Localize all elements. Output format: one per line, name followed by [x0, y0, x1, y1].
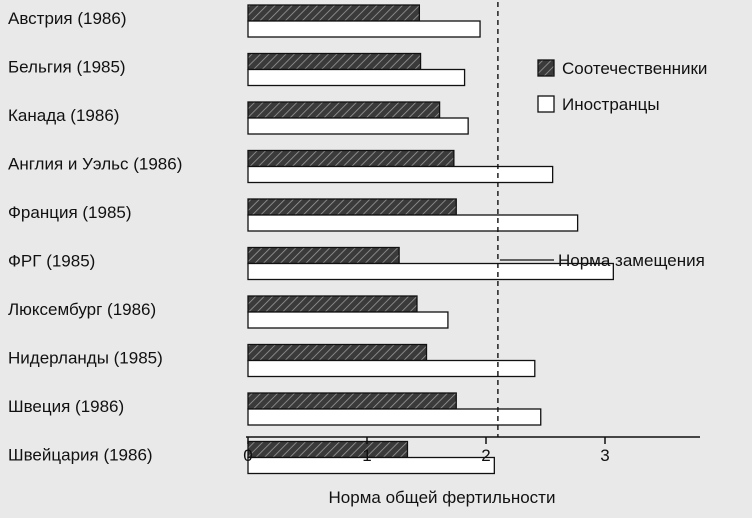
bar-compatriots	[248, 248, 399, 264]
x-tick-label: 1	[362, 446, 372, 465]
legend-label-compatriots: Соотечественники	[562, 59, 708, 78]
x-tick-label: 3	[600, 446, 610, 465]
legend-label-foreigners: Иностранцы	[562, 95, 660, 114]
legend-swatch-compatriots	[538, 60, 554, 76]
category-labels	[8, 9, 182, 465]
category-label: Канада (1986)	[8, 106, 120, 125]
legend	[538, 59, 707, 114]
x-tick-label: 0	[243, 446, 253, 465]
bar-compatriots	[248, 345, 427, 361]
x-axis-title: Норма общей фертильности	[328, 488, 556, 507]
legend-swatch-foreigners	[538, 96, 554, 112]
category-label: Швейцария (1986)	[8, 445, 153, 465]
category-label: Нидерланды (1985)	[8, 348, 163, 368]
bar-foreigners	[248, 167, 553, 183]
bar-foreigners	[248, 118, 468, 134]
bar-foreigners	[248, 312, 448, 328]
bar-foreigners	[248, 70, 465, 86]
bar-compatriots	[248, 442, 407, 458]
bar-compatriots	[248, 296, 417, 312]
x-tick-label: 2	[481, 446, 491, 465]
bar-compatriots	[248, 151, 454, 167]
bar-compatriots	[248, 5, 419, 21]
category-label: Бельгия (1985)	[8, 57, 126, 77]
bar-compatriots	[248, 54, 421, 70]
bars-layer	[248, 5, 613, 474]
bar-compatriots	[248, 102, 440, 118]
replacement-rate-label: Норма замещения	[558, 251, 705, 270]
bar-foreigners	[248, 361, 535, 377]
category-label: Англия и Уэльс (1986)	[8, 154, 183, 174]
bar-foreigners	[248, 409, 541, 425]
category-label: Австрия (1986)	[8, 9, 127, 28]
category-label: Люксембург (1986)	[8, 300, 157, 319]
bar-foreigners	[248, 215, 578, 231]
category-label: Швеция (1986)	[8, 397, 125, 416]
bar-foreigners	[248, 21, 480, 37]
category-label: Франция (1985)	[8, 203, 132, 222]
bar-compatriots	[248, 199, 456, 215]
bar-compatriots	[248, 393, 456, 409]
category-label: ФРГ (1985)	[8, 251, 96, 271]
